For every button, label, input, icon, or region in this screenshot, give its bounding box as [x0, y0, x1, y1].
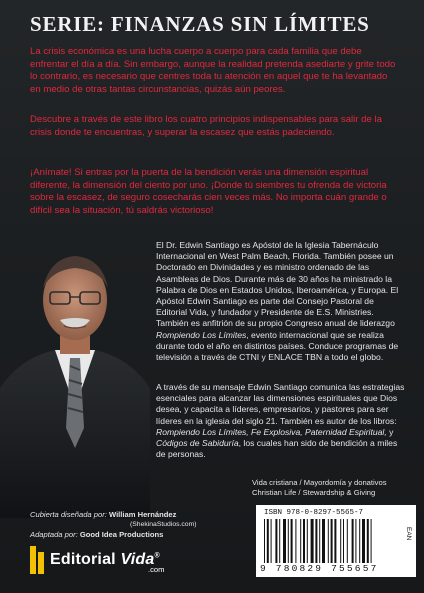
- publisher-logo: [30, 546, 165, 574]
- category-english: Christian Life / Stewardship & Giving: [252, 488, 376, 497]
- series-title: SERIE: FINANZAS SIN LÍMITES: [30, 12, 370, 36]
- intro-paragraph-1: La crisis económica es una lucha cuerpo a cuerpo para cada familia que debe enfrentar el día a día. Sin embargo, aunque la realidad pretenda asediarte y grite todo lo contrario, es necesario que centres toda tu atención en aquel que te ha levantado en medio de otras tantas circunstancias, quizás aún peores.: [30, 46, 396, 95]
- cover-credit: [30, 510, 197, 530]
- barcode: [256, 505, 416, 577]
- publisher-domain: .com: [148, 565, 165, 574]
- author-bio-paragraph-2: A través de su mensaje Edwin Santiago comunica las estrategias esenciales para alcanzar las dimensiones espirituales que Dios desea, y capacita a líderes, empresarios, y pastores para ser líderes en la iglesia del siglo 21. También es autor de los libros: Rompiendo Los Límites, Fe Explosiva, Paternidad Espiritual, y Códigos de Sabiduría, los cuales han sido de bendición a miles de personas.: [156, 382, 405, 460]
- author-portrait: [0, 238, 150, 518]
- adapted-credit: [30, 530, 197, 540]
- cover-credit-name: William Hernández: [108, 510, 177, 519]
- publisher-name: Editorial Vida®: [50, 551, 160, 568]
- ean-label: EAN: [405, 527, 412, 541]
- intro-paragraph-2: Descubre a través de este libro los cuatro principios indispensables para salir de la crisis donde te encuentras, y superar la escasez que estás padeciendo.: [30, 114, 382, 138]
- adapted-credit-label: Adaptada por:: [30, 530, 78, 539]
- publisher-mark-icon: [30, 546, 44, 574]
- cover-credit-site: (ShekinaStudios.com): [130, 521, 197, 528]
- barcode-bars: [264, 519, 402, 563]
- category-spanish: Vida cristiana / Mayordomía y donativos: [252, 478, 387, 487]
- isbn-text: ISBN 978-0-8297-5565-7: [264, 509, 364, 517]
- cover-credit-label: Cubierta diseñada por:: [30, 510, 107, 519]
- barcode-number: 9 780829 755657: [260, 563, 379, 574]
- book-category: [252, 478, 417, 498]
- adapted-credit-name: Good Idea Productions: [79, 530, 164, 539]
- credits: [30, 510, 197, 540]
- author-bio-paragraph-1: El Dr. Edwin Santiago es Apóstol de la Iglesia Tabernáculo Internacional en West Palm Beach, Florida. También posee un Doctorado en Divinidades y es ministro ordenado de las Asambleas de Dios. Durante más de 30 años ha ministrado la Palabra de Dios en Estados Unidos, Iberoamérica, y Europa. El Apóstol Edwin Santiago es parte del Consejo Pastoral de Editorial Vida, y fundador y Presidente de E.S. Ministries. También es anfitrión de su propio Congreso anual de liderazgo Rompiendo Los Límites, evento internacional que se realiza durante todo el año en distintos países. Conduce programas de televisión a través de CTNI y ENLACE TBN a todo el globo.: [156, 240, 399, 363]
- intro-paragraph-3: ¡Anímate! Si entras por la puerta de la bendición verás una dimensión espiritual diferente, la dimensión del ciento por uno. ¡Donde tú siembres tu ofrenda de victoria sobre la escasez, de seguro cosecharás cien veces más. No importa cuán grande o difícil sea la situación, tú saldrás victorioso!: [30, 167, 387, 216]
